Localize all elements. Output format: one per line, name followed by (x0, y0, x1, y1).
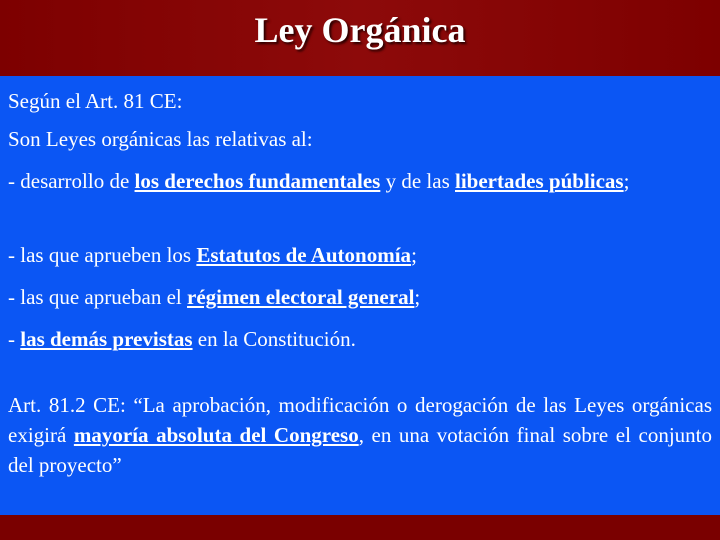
subtitle-line: Son Leyes orgánicas las relativas al: (8, 127, 313, 151)
quote-suffix: , en una votación final sobre el conjunto del proyecto” (8, 423, 712, 477)
item-suffix: en la Constitución. (192, 327, 356, 351)
quote-prefix: Art. 81.2 CE: “La aprobación, modificación o derogación de las Leyes orgánicas exigirá (8, 393, 712, 447)
libertades-publicas-text: libertades públicas (455, 169, 624, 193)
article-quote (8, 390, 712, 480)
item-mid: y de las (380, 169, 455, 193)
intro-line: Según el Art. 81 CE: (8, 89, 183, 113)
demas-previstas-text: las demás previstas (20, 327, 193, 351)
derechos-fundamentales-text: los derechos fundamentales (134, 169, 381, 193)
item-suffix: ; (623, 169, 630, 193)
mayoria-absoluta-text: mayoría absoluta del Congreso (73, 423, 359, 447)
item-prefix: - (8, 327, 21, 351)
item-suffix: ; (414, 285, 421, 309)
bottom-bar (0, 515, 720, 540)
regimen-electoral-text: régimen electoral general (187, 285, 415, 309)
item-prefix: - las que aprueben los (8, 243, 197, 267)
item-prefix: - las que aprueban el (8, 285, 188, 309)
list-item-regimen (8, 282, 420, 312)
list-item-estatutos (8, 240, 417, 270)
estatutos-autonomia-text: Estatutos de Autonomía (196, 243, 412, 267)
list-item-demas (8, 324, 356, 354)
item-suffix: ; (411, 243, 417, 267)
content-panel (0, 76, 720, 515)
slide-title: Ley Orgánica (254, 10, 466, 50)
list-item-derechos (8, 166, 712, 196)
item-prefix: - desarrollo de (8, 169, 135, 193)
